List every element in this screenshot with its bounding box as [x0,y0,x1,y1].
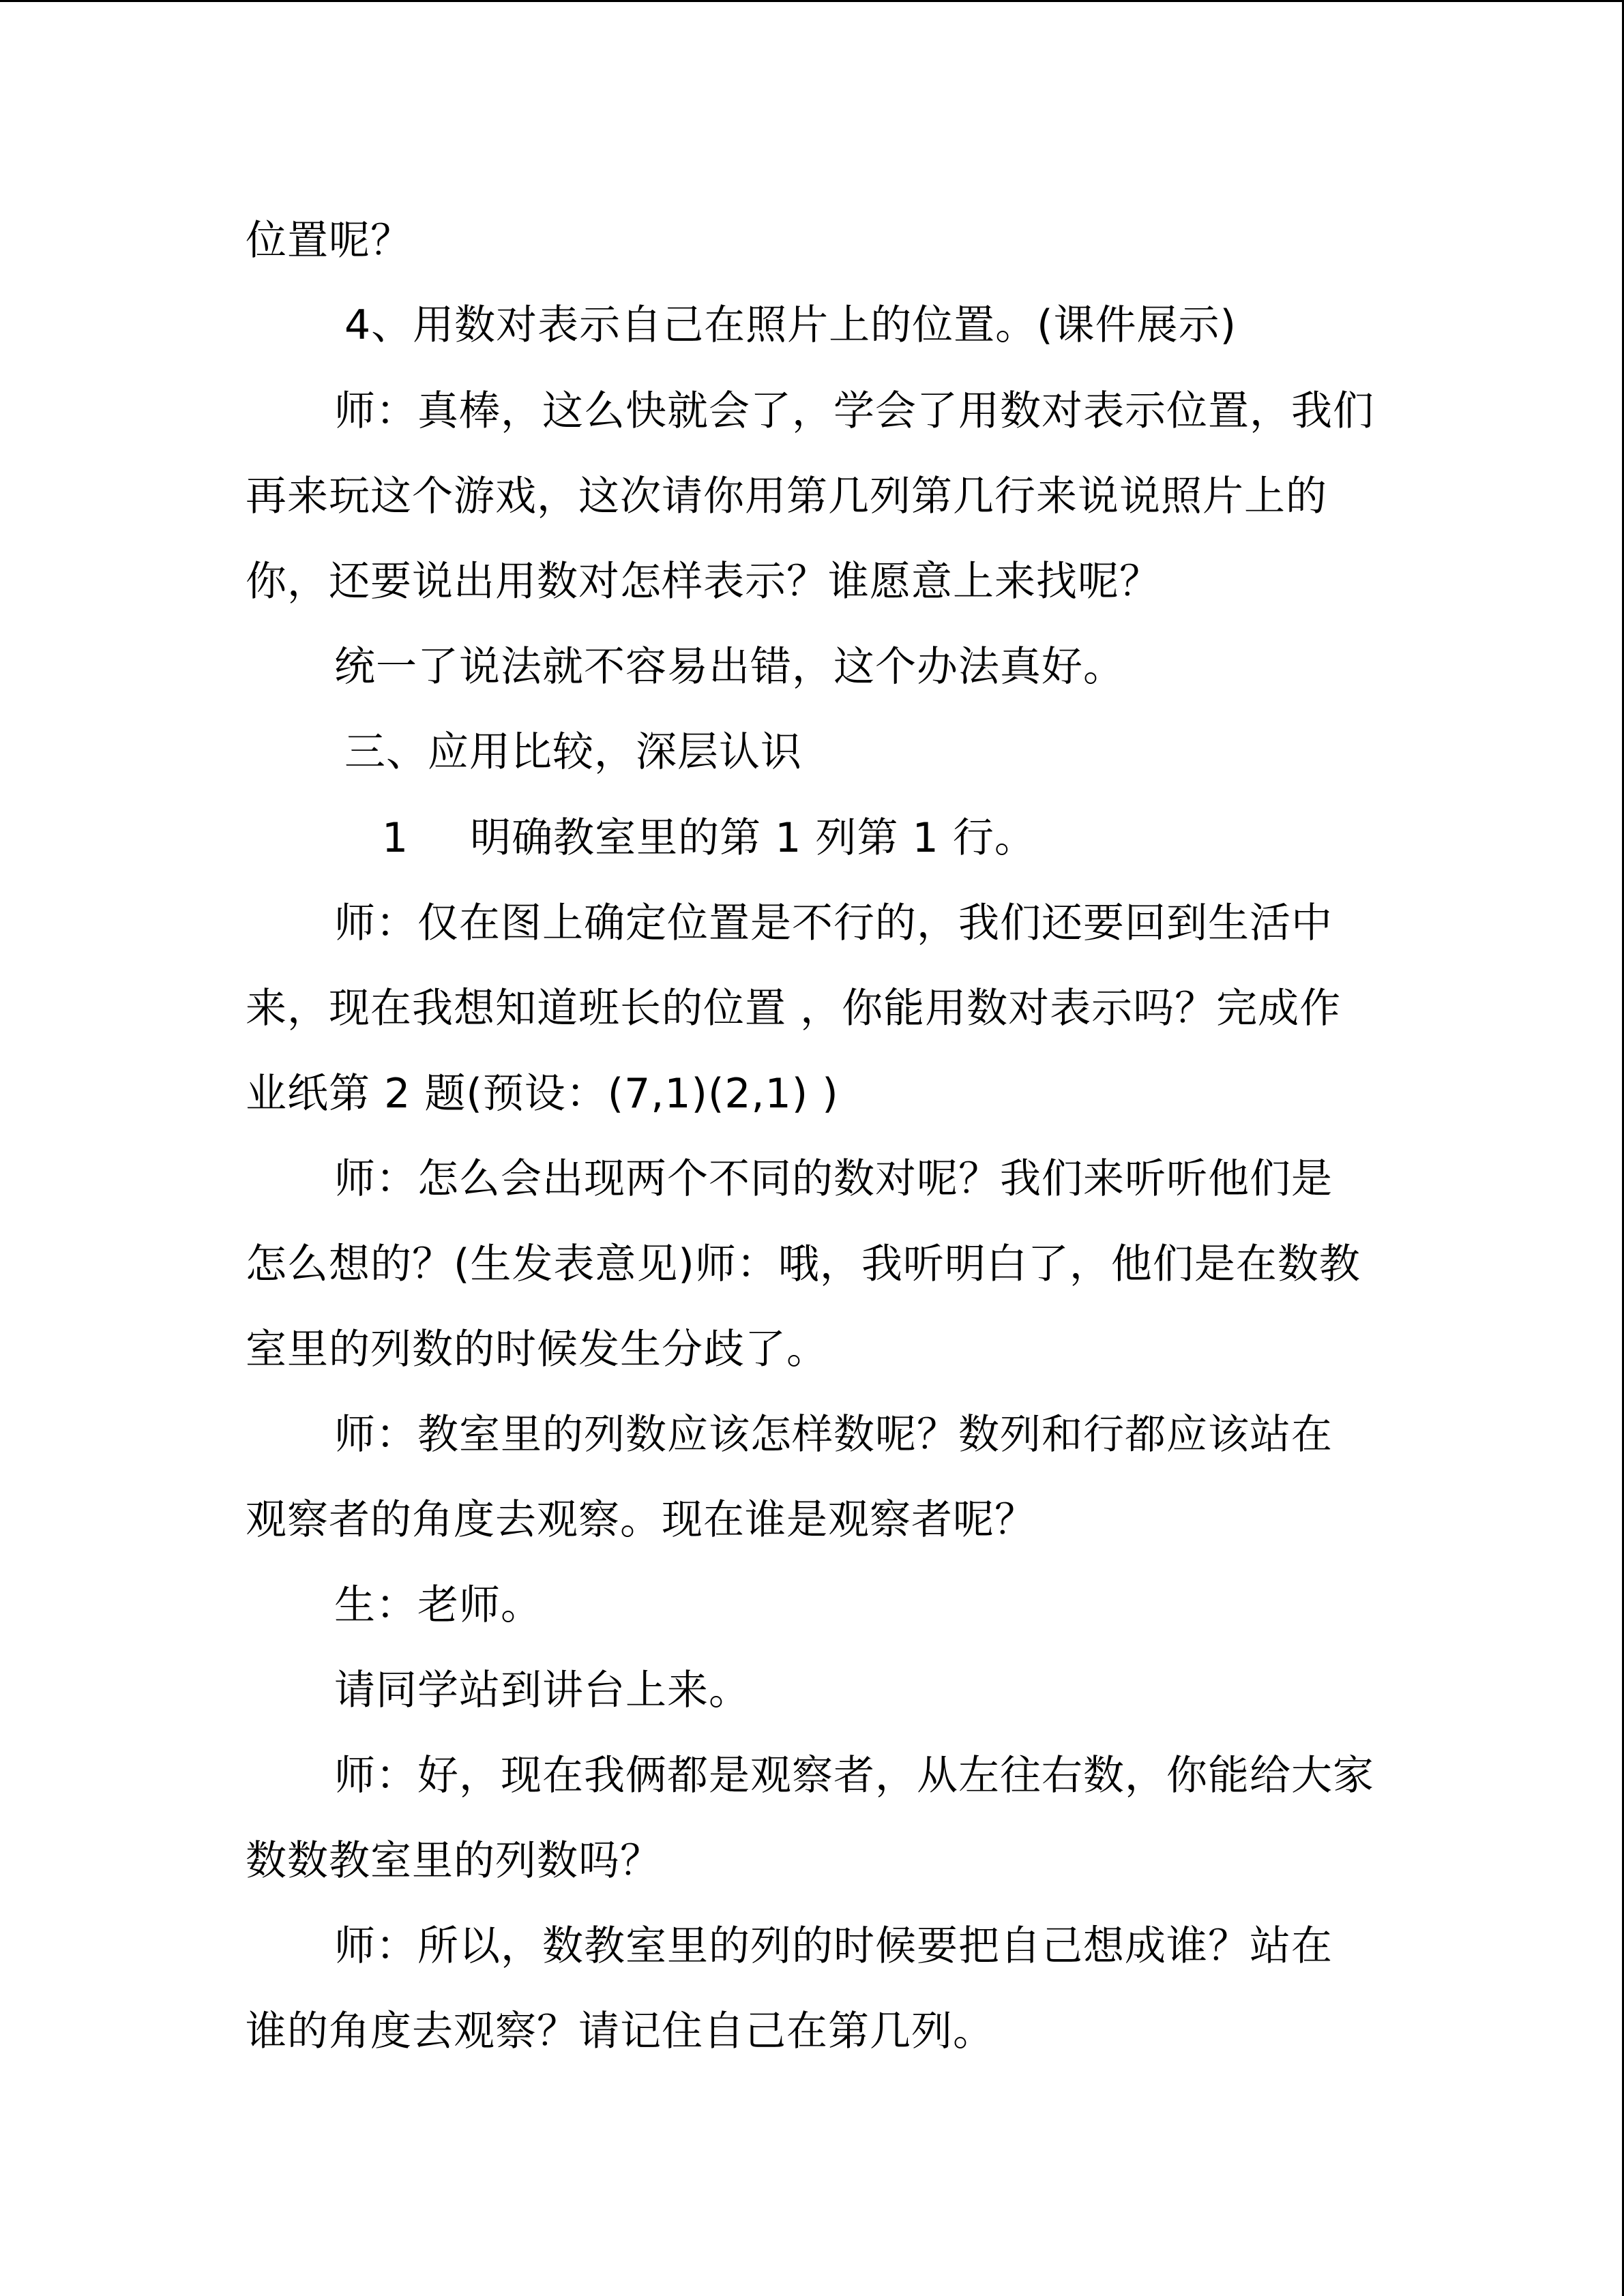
text-line: 4、用数对表示自己在照片上的位置。(课件展示) [344,301,1237,349]
text-line: 统一了说法就不容易出错，这个办法真好。 [334,643,1125,691]
subsection-heading [382,811,1036,865]
text-line: 师：仅在图上确定位置是不行的，我们还要回到生活中 [334,899,1333,947]
subsection-number: 1 [382,814,409,862]
text-line: 师：好，现在我俩都是观察者，从左往右数，你能给大家 [334,1752,1374,1800]
text-line: 位置呢？ [246,217,412,265]
text-line: 室里的列数的时候发生分歧了。 [246,1326,828,1373]
text-line: 师：所以，数教室里的列的时候要把自己想成谁？站在 [334,1922,1333,1970]
subsection-title: 明确教室里的第 1 列第 1 行。 [470,814,1036,862]
text-line: 观察者的角度去观察。现在谁是观察者呢？ [246,1496,1036,1544]
text-line: 来，现在我想知道班长的位置 ，你能用数对表示吗？完成作 [246,985,1342,1032]
text-line: 生：老师。 [334,1581,542,1629]
text-line: 怎么想的？(生发表意见)师：哦，我听明白了，他们是在数教 [246,1240,1361,1288]
text-line: 师：真棒，这么快就会了，学会了用数对表示位置，我们 [334,387,1374,435]
text-line: 再来玩这个游戏，这次请你用第几列第几行来说说照片上的 [246,473,1327,520]
text-line: 业纸第 2 题(预设：(7,1)(2,1) ) [246,1070,839,1118]
text-line: 数数教室里的列数吗？ [246,1837,662,1885]
text-line: 谁的角度去观察？请记住自己在第几列。 [246,2008,994,2055]
text-line: 师：教室里的列数应该怎样数呢？数列和行都应该站在 [334,1411,1333,1459]
text-line: 请同学站到讲台上来。 [334,1667,750,1714]
text-line: 你，还要说出用数对怎样表示？谁愿意上来找呢？ [246,558,1161,606]
text-line: 师：怎么会出现两个不同的数对呢？我们来听听他们是 [334,1155,1333,1203]
section-heading: 三、应用比较，深层认识 [344,728,802,776]
